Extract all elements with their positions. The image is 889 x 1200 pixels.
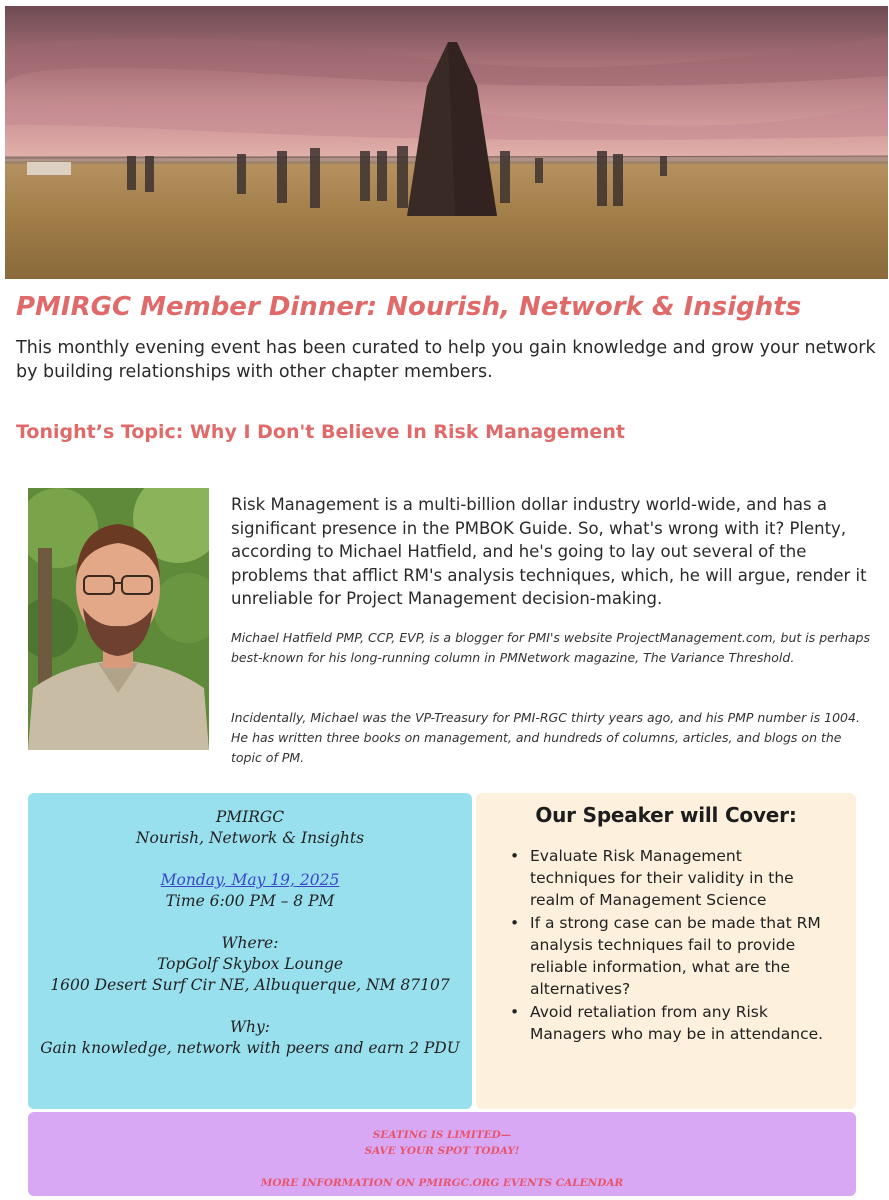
hero-image bbox=[5, 6, 888, 279]
list-item bbox=[506, 1001, 828, 1045]
list-item bbox=[506, 845, 828, 911]
bullet-icon: • bbox=[510, 914, 520, 932]
event-why: Gain knowledge, network with peers and earn 2 PDU bbox=[40, 1039, 460, 1057]
event-intro: This monthly evening event has been curated to help you gain knowledge and grow your network by building relationships with other chapter members. bbox=[16, 338, 876, 382]
topic-heading: Tonight’s Topic: Why I Don't Believe In Risk Management bbox=[16, 421, 625, 443]
event-time: Time 6:00 PM – 8 PM bbox=[165, 892, 335, 910]
event-date-link[interactable]: Monday, May 19, 2025 bbox=[160, 871, 340, 889]
speaker-photo bbox=[28, 488, 209, 750]
event-title: PMIRGC Member Dinner: Nourish, Network & Insights bbox=[16, 292, 802, 322]
event-details-box bbox=[28, 793, 472, 1109]
coverage-item-1: Evaluate Risk Management techniques for their validity in the realm of Management Science bbox=[530, 847, 794, 909]
speaker-bio: Michael Hatfield PMP, CCP, EVP, is a blogger for PMI's website ProjectManagement.com, but is perhaps best-known for his long-running column in PMNetwork magazine, The Variance Threshold. bbox=[231, 630, 870, 665]
seating-limited-text: SEATING IS LIMITED— bbox=[372, 1129, 512, 1141]
list-item bbox=[506, 912, 828, 1000]
event-org: PMIRGC bbox=[215, 808, 285, 826]
talk-description: Risk Management is a multi-billion dollar industry world-wide, and has a significant presence in the PMBOK Guide. So, what's wrong with it? Plenty, according to Michael Hatfield, and he's going to lay out several of the problems that afflict RM's analysis techniques, which, he will argue, render it unreliable for Project Management decision-making. bbox=[231, 495, 867, 608]
coverage-item-3: Avoid retaliation from any Risk Managers who may be in attendance. bbox=[530, 1003, 824, 1043]
event-address: 1600 Desert Surf Cir NE, Albuquerque, NM 87107 bbox=[50, 976, 450, 994]
event-name: Nourish, Network & Insights bbox=[135, 829, 365, 847]
coverage-item-2: If a strong case can be made that RM analysis techniques fail to provide reliable information, what are the alternatives? bbox=[530, 914, 821, 998]
bullet-icon: • bbox=[510, 847, 520, 865]
more-info-text: MORE INFORMATION ON PMIRGC.ORG EVENTS CALENDAR bbox=[260, 1177, 624, 1189]
coverage-heading: Our Speaker will Cover: bbox=[535, 803, 797, 827]
why-label: Why: bbox=[230, 1018, 270, 1036]
save-spot-text: SAVE YOUR SPOT TODAY! bbox=[364, 1145, 520, 1157]
bullet-icon: • bbox=[510, 1003, 520, 1021]
seating-banner bbox=[28, 1112, 856, 1196]
coverage-box bbox=[476, 793, 856, 1109]
event-venue: TopGolf Skybox Lounge bbox=[156, 955, 344, 973]
where-label: Where: bbox=[221, 934, 279, 952]
coverage-list bbox=[506, 845, 828, 1045]
speaker-bio-extra: Incidentally, Michael was the VP-Treasury for PMI-RGC thirty years ago, and his PMP number is 1004. He has written three books on management, and hundreds of columns, articles, and blogs on the topic of PM. bbox=[231, 710, 860, 765]
